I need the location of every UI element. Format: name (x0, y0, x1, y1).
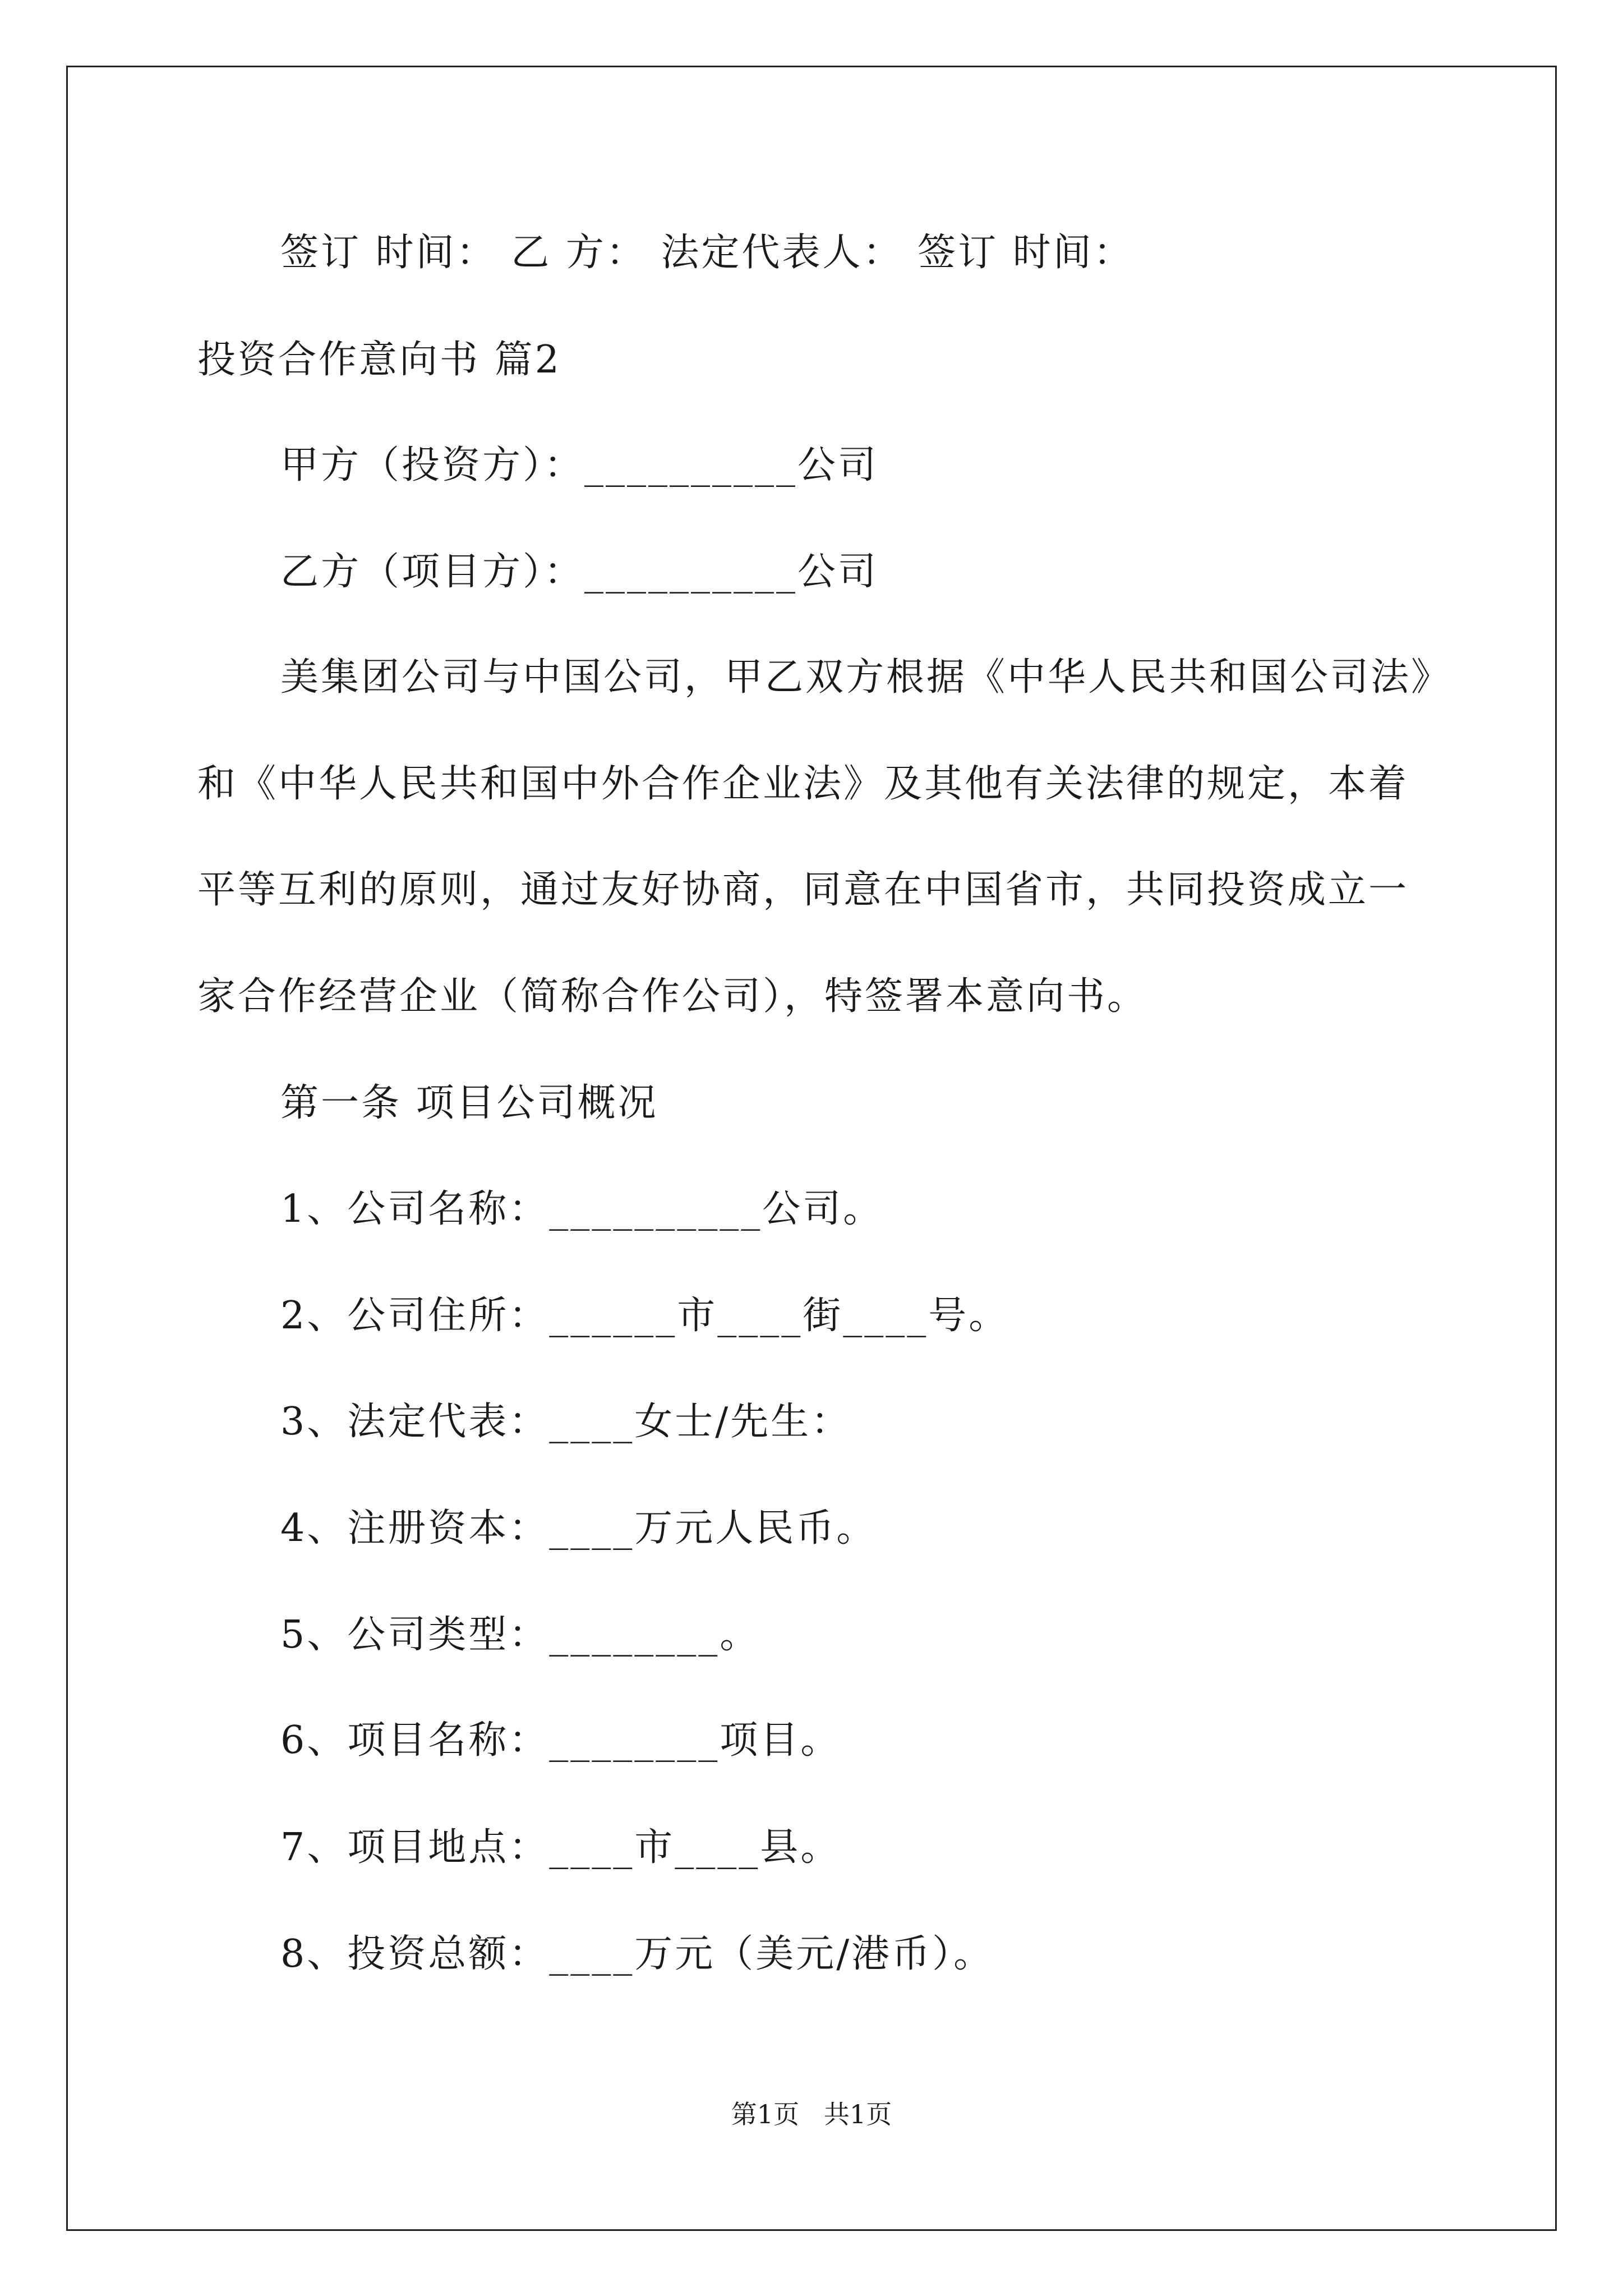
page-footer: 第1页 共1页 (731, 2099, 892, 2129)
paragraph-line: 和《中华人民共和国中外合作企业法》及其他有关法律的规定，本着 (197, 762, 1409, 806)
list-item: 4、注册资本：____万元人民币。 (280, 1506, 877, 1550)
list-item: 8、投资总额：____万元（美元/港币）。 (280, 1932, 994, 1976)
paragraph-line: 家合作经营企业（简称合作公司），特签署本意向书。 (197, 974, 1148, 1019)
article-heading: 第一条 项目公司概况 (280, 1081, 658, 1125)
party-b-line: 乙方（项目方）：__________公司 (280, 550, 879, 594)
page-frame (66, 66, 1557, 2231)
paragraph-line: 平等互利的原则，通过友好协商，同意在中国省市，共同投资成立一 (197, 868, 1409, 912)
paragraph-line: 美集团公司与中国公司，甲乙双方根据《中华人民共和国公司法》 (280, 655, 1452, 700)
list-item: 5、公司类型：________。 (280, 1613, 760, 1657)
list-item: 6、项目名称：________项目。 (280, 1718, 841, 1763)
list-item: 3、法定代表：____女士/先生： (280, 1400, 852, 1444)
party-a-line: 甲方（投资方）：__________公司 (280, 443, 879, 487)
list-item: 2、公司住所：______市____街____号。 (280, 1294, 1009, 1338)
signing-line: 签订 时间： 乙 方： 法定代表人： 签订 时间： (280, 231, 1134, 275)
section-heading: 投资合作意向书 篇2 (197, 338, 561, 382)
list-item: 1、公司名称：__________公司。 (280, 1187, 884, 1231)
list-item: 7、项目地点：____市____县。 (280, 1825, 841, 1870)
